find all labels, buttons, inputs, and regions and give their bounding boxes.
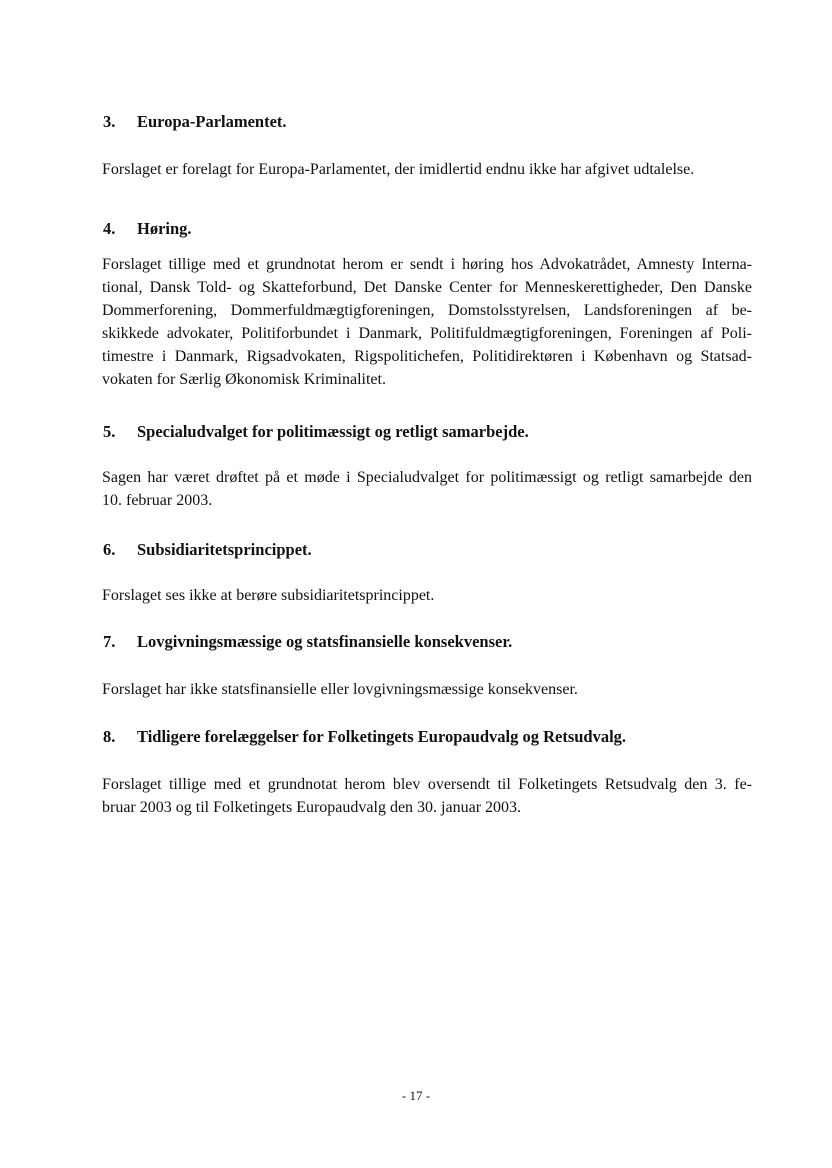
paragraph-line: timestre i Danmark, Rigsadvokaten, Rigspolitichefen, Politidirektøren i København og Statsad-: [102, 348, 752, 365]
section-title: Subsidiaritetsprincippet.: [137, 540, 312, 559]
paragraph-line: Sagen har været drøftet på et møde i Specialudvalget for politimæssigt og retligt samarbejde den: [102, 469, 752, 486]
paragraph-line: bruar 2003 og til Folketingets Europaudvalg den 30. januar 2003.: [102, 799, 522, 816]
paragraph-line: Forslaget har ikke statsfinansielle eller lovgivningsmæssige konsekvenser.: [102, 681, 578, 698]
paragraph-line: skikkede advokater, Politiforbundet i Danmark, Politifuldmægtigforeningen, Foreningen af Poli-: [102, 325, 752, 342]
paragraph-line: 10. februar 2003.: [102, 492, 213, 509]
section-heading-7: [103, 632, 763, 652]
section-paragraph-3: [102, 158, 752, 181]
section-title: Tidligere forelæggelser for Folketingets Europaudvalg og Retsudvalg.: [137, 727, 627, 746]
section-heading-5: [103, 422, 763, 442]
section-number: 5.: [103, 422, 116, 441]
paragraph-line: Dommerforening, Dommerfuldmægtigforeningen, Domstolsstyrelsen, Landsforeningen af be-: [102, 302, 752, 319]
section-title: Specialudvalget for politimæssigt og retligt samarbejde.: [137, 422, 529, 441]
section-number: 6.: [103, 540, 116, 559]
section-title: Europa-Parlamentet.: [137, 112, 287, 131]
section-heading-6: [103, 540, 763, 560]
section-paragraph-6: [102, 584, 752, 607]
section-paragraph-7: [102, 678, 752, 701]
paragraph-line: tional, Dansk Told- og Skatteforbund, Det Danske Center for Menneskerettigheder, Den Danske: [102, 279, 752, 296]
section-paragraph-5: [102, 466, 752, 512]
paragraph-line: Forslaget ses ikke at berøre subsidiaritetsprincippet.: [102, 587, 435, 604]
paragraph-line: Forslaget er forelagt for Europa-Parlamentet, der imidlertid endnu ikke har afgivet udtalelse.: [102, 161, 695, 178]
paragraph-line: Forslaget tillige med et grundnotat herom er sendt i høring hos Advokatrådet, Amnesty Interna-: [102, 256, 752, 273]
page-number: - 17 -: [401, 1088, 431, 1103]
paragraph-line: vokaten for Særlig Økonomisk Kriminalitet.: [102, 371, 386, 388]
section-title: Høring.: [137, 219, 192, 238]
section-title: Lovgivningsmæssige og statsfinansielle konsekvenser.: [137, 632, 513, 651]
section-number: 3.: [103, 112, 116, 131]
section-heading-8: [103, 727, 763, 747]
section-paragraph-8: [102, 773, 752, 819]
section-number: 4.: [103, 219, 116, 238]
section-paragraph-4: [102, 253, 752, 391]
section-heading-3: [103, 112, 763, 132]
section-number: 8.: [103, 727, 116, 746]
section-number: 7.: [103, 632, 116, 651]
paragraph-line: Forslaget tillige med et grundnotat herom blev oversendt til Folketingets Retsudvalg den 3. fe-: [102, 776, 752, 793]
section-heading-4: [103, 219, 763, 239]
